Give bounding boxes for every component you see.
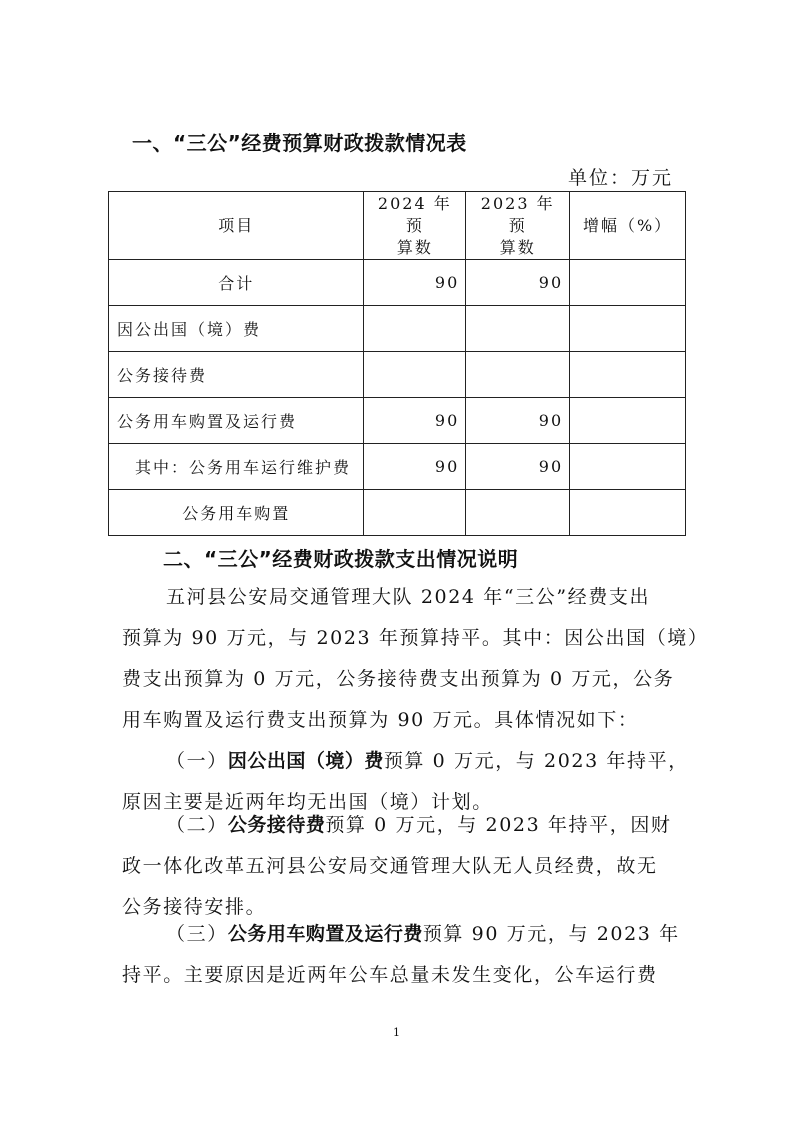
- text-line: [122, 805, 682, 846]
- row-2024: 90: [364, 444, 466, 490]
- row-change: [570, 444, 686, 490]
- table-row: [109, 398, 686, 444]
- row-2023: 90: [466, 260, 570, 306]
- header-change: 增幅（%）: [570, 192, 686, 260]
- text-line: [122, 741, 689, 782]
- bold-term: 公务用车购置及运行费: [227, 923, 423, 945]
- header-2023: [466, 192, 570, 260]
- list-prefix: （二）: [166, 814, 228, 836]
- text-span: 预算 0 万元，与 2023 年持平，: [383, 750, 689, 772]
- header-2024: [364, 192, 466, 260]
- bold-term: 公务接待费: [227, 814, 326, 836]
- unit-label: 单位：万元: [567, 167, 673, 189]
- text-line: 政一体化改革五河县公安局交通管理大队无人员经费，故无: [122, 855, 658, 877]
- row-2023: [466, 352, 570, 398]
- row-label: 合计: [109, 260, 364, 306]
- text-line: 预算为 90 万元，与 2023 年预算持平。其中：因公出国（境）: [122, 627, 709, 649]
- row-2023: [466, 306, 570, 352]
- header-2023-line2: 算数: [499, 237, 536, 257]
- text-span: 预算 0 万元，与 2023 年持平，因财: [325, 814, 672, 836]
- table-row: [109, 306, 686, 352]
- row-2023: 90: [466, 444, 570, 490]
- header-2023-line1: 2023 年预: [480, 193, 555, 235]
- row-change: [570, 306, 686, 352]
- table-header-row: [109, 192, 686, 260]
- row-2024: 90: [364, 260, 466, 306]
- row-label: 公务用车购置及运行费: [109, 398, 364, 444]
- row-label: 其中：公务用车运行维护费: [109, 444, 364, 490]
- row-label: 公务接待费: [109, 352, 364, 398]
- page-number: 1: [393, 1026, 400, 1039]
- table-row: [109, 444, 686, 490]
- text-line: 公务接待安排。: [122, 896, 267, 918]
- row-change: [570, 490, 686, 536]
- bold-term: 因公出国（境）费: [227, 750, 384, 772]
- row-change: [570, 260, 686, 306]
- row-label: 公务用车购置: [109, 490, 364, 536]
- header-item: 项目: [109, 192, 364, 260]
- list-prefix: （三）: [166, 923, 228, 945]
- text-line: [122, 914, 682, 955]
- row-change: [570, 398, 686, 444]
- row-2024: [364, 306, 466, 352]
- row-2023: [466, 490, 570, 536]
- list-prefix: （一）: [166, 750, 228, 772]
- table-row: [109, 260, 686, 306]
- row-2024: [364, 352, 466, 398]
- text-line: 费支出预算为 0 万元，公务接待费支出预算为 0 万元，公务: [122, 668, 675, 690]
- text-span: 预算 90 万元，与 2023 年: [422, 923, 680, 945]
- table-row: [109, 490, 686, 536]
- section2-title: 二、“三公”经费财政拨款支出情况说明: [163, 547, 519, 571]
- row-2023: 90: [466, 398, 570, 444]
- row-2024: [364, 490, 466, 536]
- section1-title: 一、“三公”经费预算财政拨款情况表: [132, 131, 467, 155]
- row-2024: 90: [364, 398, 466, 444]
- paragraph-reception: [122, 805, 682, 928]
- text-line: 持平。主要原因是近两年公车总量未发生变化，公车运行费: [122, 964, 658, 986]
- text-line: 原因主要是近两年均无出国（境）计划。: [122, 791, 493, 813]
- row-label: 因公出国（境）费: [109, 306, 364, 352]
- row-change: [570, 352, 686, 398]
- table-row: [109, 352, 686, 398]
- paragraph-vehicles: [122, 914, 682, 996]
- paragraph-summary: [122, 577, 709, 741]
- budget-table: [108, 191, 686, 536]
- header-2024-line2: 算数: [396, 237, 433, 257]
- text-line: 用车购置及运行费支出预算为 90 万元。具体情况如下：: [122, 709, 639, 731]
- header-2024-line1: 2024 年预: [377, 193, 452, 235]
- text-line: 五河县公安局交通管理大队 2024 年“三公”经费支出: [166, 586, 651, 608]
